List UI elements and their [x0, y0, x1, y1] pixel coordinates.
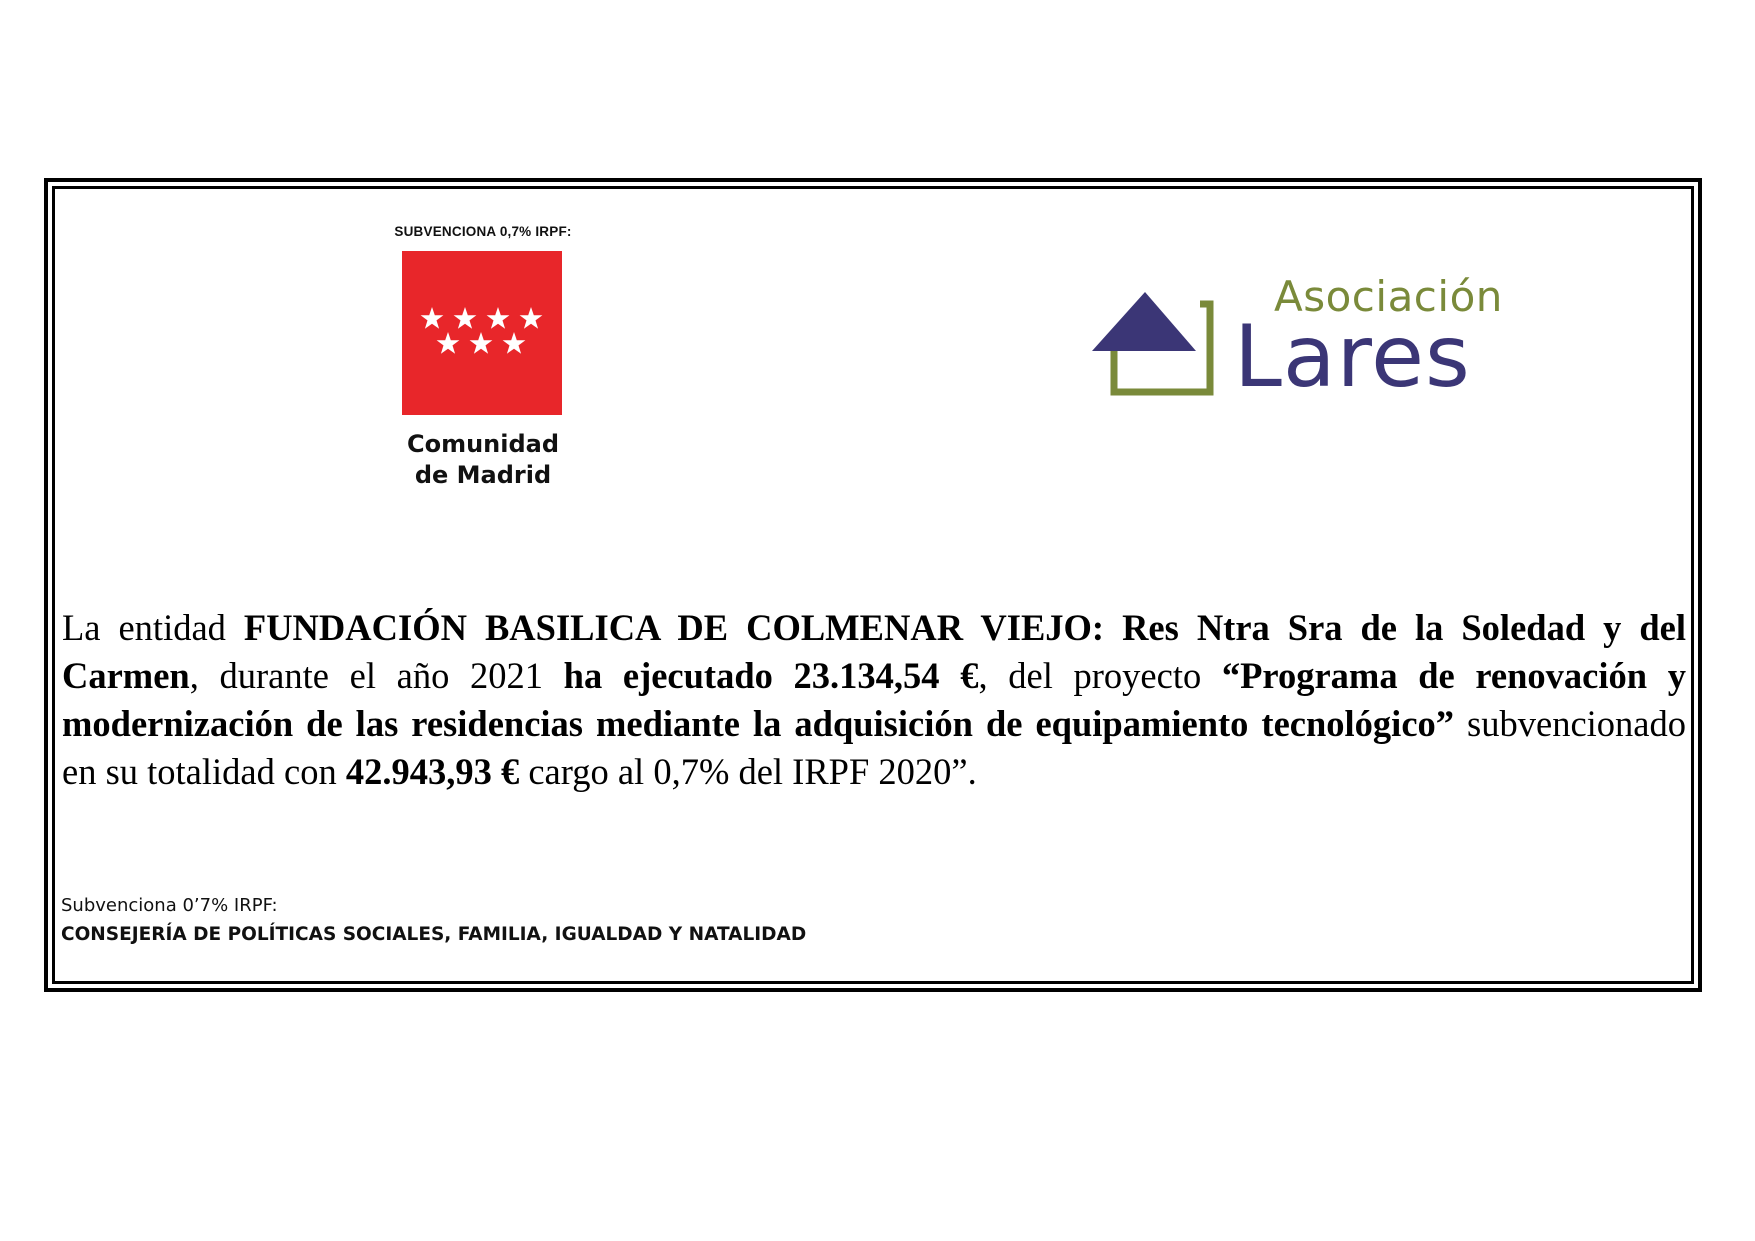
lares-line2: Lares [1234, 307, 1471, 407]
footer-subvenciona: Subvenciona 0’7% IRPF: [61, 895, 278, 916]
star-icon [470, 332, 493, 354]
madrid-stars-icon [402, 251, 562, 415]
star-icon [520, 307, 543, 329]
text-segment: , durante el año 2021 [189, 655, 564, 696]
madrid-name-line1: Comunidad [406, 430, 560, 458]
text-segment: , del proyecto [978, 655, 1222, 696]
lares-line1: Asociación [1274, 272, 1503, 321]
madrid-name [380, 429, 586, 491]
subsidy-amount: 42.943,93 € [345, 751, 520, 792]
madrid-subvenciona-label: SUBVENCIONA 0,7% IRPF: [394, 224, 572, 239]
star-icon [421, 307, 444, 329]
star-icon [454, 307, 477, 329]
text-segment: cargo al 0,7% del IRPF 2020”. [519, 751, 977, 792]
madrid-name-line2: de Madrid [414, 461, 552, 489]
project-name: “Programa de renovación y modernización de las residencias mediante la adquisición de equipamiento tecnológico” [62, 655, 1686, 744]
main-paragraph [62, 604, 1686, 796]
footer [61, 892, 806, 950]
entity-name: FUNDACIÓN BASILICA DE COLMENAR VIEJO: Res Ntra Sra de la Soledad y del Carmen [62, 607, 1686, 696]
star-icon [487, 307, 510, 329]
madrid-flag [402, 251, 562, 415]
asociacion-lares-logo [1088, 270, 1528, 405]
text-segment: subvencionado en su totalidad con [62, 703, 1687, 792]
text-segment: La entidad [62, 607, 244, 648]
star-icon [437, 332, 460, 354]
comunidad-madrid-logo [380, 224, 586, 491]
footer-consejeria: CONSEJERÍA DE POLÍTICAS SOCIALES, FAMILIA, IGUALDAD Y NATALIDAD [61, 924, 807, 945]
executed-amount: ha ejecutado 23.134,54 € [563, 655, 979, 696]
star-icon [503, 332, 526, 354]
